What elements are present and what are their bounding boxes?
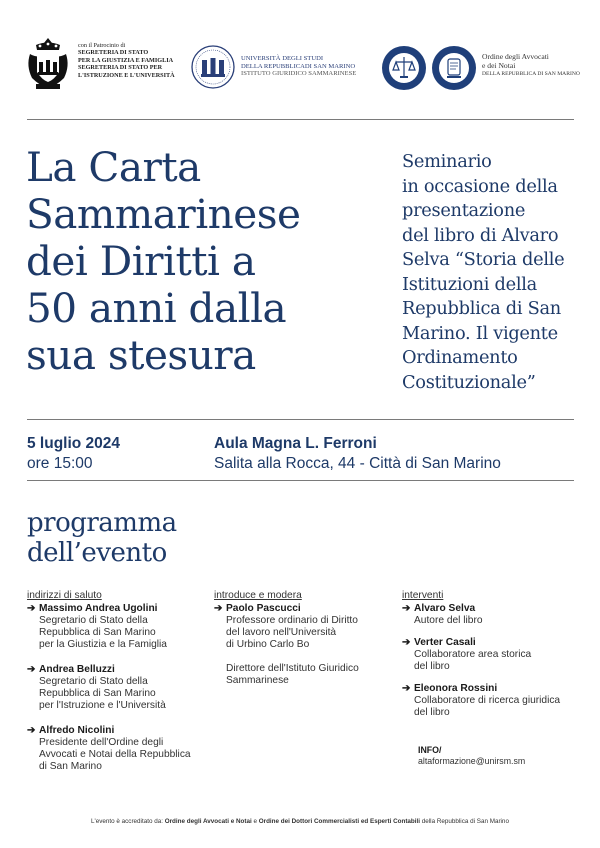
column-heading: introduce e modera	[214, 590, 302, 601]
arrow-right-icon: ➔	[402, 683, 411, 694]
event-date: 5 luglio 2024	[27, 435, 121, 452]
divider	[27, 119, 574, 120]
avvocati-seal-icon	[381, 45, 427, 91]
speaker-entry: ➔ Andrea Belluzzi Segretario di Stato della Repubblica di San Marino per l'Istruzione e l'Università	[27, 664, 166, 711]
event-address: Salita alla Rocca, 44 - Città di San Marino	[214, 455, 501, 472]
column-heading: interventi	[402, 590, 444, 601]
info-contact	[418, 745, 525, 767]
speaker-entry: ➔ Paolo Pascucci Professore ordinario di Diritto del lavoro nell'Università di Urbino Carlo Bo Direttore dell'Istituto Giuridico Sammarinese	[214, 603, 359, 686]
event-datetime	[27, 434, 120, 474]
column-heading: indirizzi di saluto	[27, 590, 102, 601]
divider	[27, 419, 574, 420]
speaker-entry: ➔ Alfredo Nicolini Presidente dell'Ordine degli Avvocati e Notai della Repubblica di San Marino	[27, 725, 191, 772]
university-seal-icon	[191, 45, 235, 89]
arrow-right-icon: ➔	[214, 603, 223, 614]
speaker-entry: ➔ Verter Casali Collaboratore area storica del libro	[402, 637, 532, 672]
university-name: UNIVERSITÀ DEGLI STUDI DELLA REPUBBLICADI SAN MARINO ISTITUTO GIURIDICO SAMMARINESE	[241, 55, 357, 78]
speaker-entry: ➔ Massimo Andrea Ugolini Segretario di Stato della Repubblica di San Marino per la Giustizia e la Famiglia	[27, 603, 167, 650]
event-subtitle: Seminario in occasione della presentazione del libro di Alvaro Selva “Storia delle Istituzioni della Repubblica di San Marino. Il vigente Ordinamento Costituzionale”	[402, 151, 565, 393]
programme-column-moderator	[214, 590, 394, 700]
info-label: INFO/	[418, 745, 442, 755]
speaker-entry: ➔ Alvaro Selva Autore del libro	[402, 603, 483, 626]
divider	[27, 480, 574, 481]
notai-seal-icon	[431, 45, 477, 91]
arrow-right-icon: ➔	[27, 664, 36, 675]
info-email[interactable]: altaformazione@unirsm.sm	[418, 756, 526, 766]
san-marino-crest-icon	[26, 36, 70, 92]
programme-column-greetings	[27, 590, 207, 786]
arrow-right-icon: ➔	[27, 725, 36, 736]
event-venue: Aula Magna L. Ferroni	[214, 435, 377, 452]
patronage-text: con il Patrocinio di SEGRETERIA DI STATO PER LA GIUSTIZIA E FAMIGLIA SEGRETERIA DI STATO PER L'ISTRUZIONE E L'UNIVERSITÀ	[78, 42, 175, 79]
speaker-entry: ➔ Eleonora Rossini Collaboratore di ricerca giuridica del libro	[402, 683, 561, 718]
programme-column-talks	[402, 590, 577, 732]
event-location	[214, 434, 501, 474]
header-logos	[0, 36, 600, 106]
arrow-right-icon: ➔	[402, 603, 411, 614]
accreditation-footer: L'evento è accreditato da: Ordine degli Avvocati e Notai e Ordine dei Dottori Commercialisti ed Esperti Contabili della Repubblica di San Marino	[91, 818, 509, 825]
event-title: La Carta Sammarinese dei Diritti a 50 anni dalla sua stesura	[26, 143, 301, 379]
programme-heading: programma dell’evento	[27, 508, 177, 568]
ordine-name: Ordine degli Avvocati e dei Notai DELLA REPUBBLICA DI SAN MARINO	[482, 52, 580, 78]
arrow-right-icon: ➔	[27, 603, 36, 614]
arrow-right-icon: ➔	[402, 637, 411, 648]
event-time: ore 15:00	[27, 455, 93, 472]
